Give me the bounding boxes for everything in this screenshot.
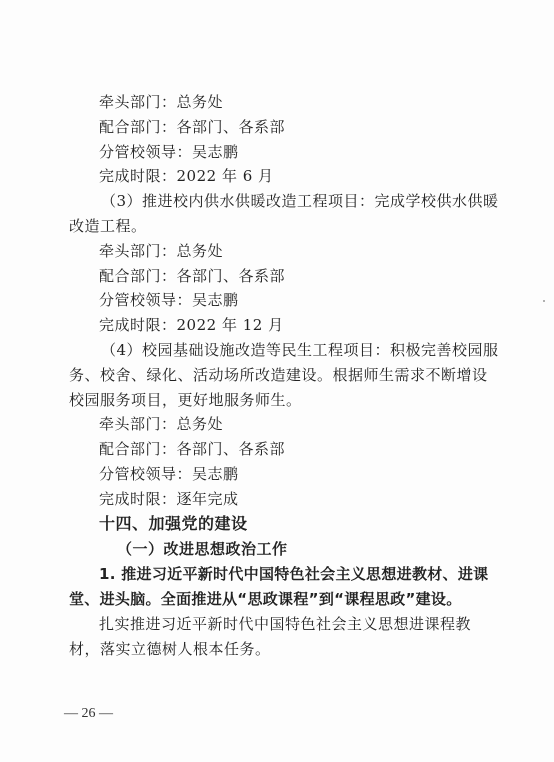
scan-speck bbox=[543, 300, 545, 302]
school-leader-line: 分管校领导：吴志鹏 bbox=[99, 465, 239, 483]
school-leader-line: 分管校领导：吴志鹏 bbox=[99, 291, 239, 309]
lead-department-line: 牵头部门：总务处 bbox=[99, 242, 224, 260]
lead-department-line: 牵头部门：总务处 bbox=[99, 93, 224, 111]
item-4-continuation: 校园服务项目，更好地服务师生。 bbox=[69, 391, 302, 409]
deadline-line: 完成时限：逐年完成 bbox=[99, 490, 239, 508]
subsection-heading: （一）改进思想政治工作 bbox=[117, 540, 288, 558]
bold-item-line: 堂、进头脑。全面推进从“思政课程”到“课程思政”建设。 bbox=[69, 590, 462, 608]
cooperating-department-line: 配合部门：各部门、各系部 bbox=[99, 118, 286, 136]
body-paragraph-line: 材，落实立德树人根本任务。 bbox=[69, 640, 271, 658]
body-paragraph-line: 扎实推进习近平新时代中国特色社会主义思想进课程教 bbox=[99, 615, 472, 633]
lead-department-line: 牵头部门：总务处 bbox=[99, 415, 224, 433]
bold-item-line: 1. 推进习近平新时代中国特色社会主义思想进教材、进课 bbox=[99, 565, 489, 583]
school-leader-line: 分管校领导：吴志鹏 bbox=[99, 143, 239, 161]
item-3-title: （3）推进校内供水供暖改造工程项目：完成学校供水供暖 bbox=[101, 192, 499, 210]
section-heading: 十四、加强党的建设 bbox=[99, 514, 248, 533]
cooperating-department-line: 配合部门：各部门、各系部 bbox=[99, 440, 286, 458]
item-4-continuation: 务、校舍、绿化、活动场所改造建设。根据师生需求不断增设 bbox=[69, 366, 488, 384]
cooperating-department-line: 配合部门：各部门、各系部 bbox=[99, 267, 286, 285]
deadline-line: 完成时限：2022 年 12 月 bbox=[99, 316, 284, 334]
item-3-continuation: 改造工程。 bbox=[69, 217, 147, 235]
page-number: — 26 — bbox=[64, 706, 113, 721]
deadline-line: 完成时限：2022 年 6 月 bbox=[99, 167, 274, 185]
item-4-title: （4）校园基础设施改造等民生工程项目：积极完善校园服 bbox=[101, 341, 499, 359]
